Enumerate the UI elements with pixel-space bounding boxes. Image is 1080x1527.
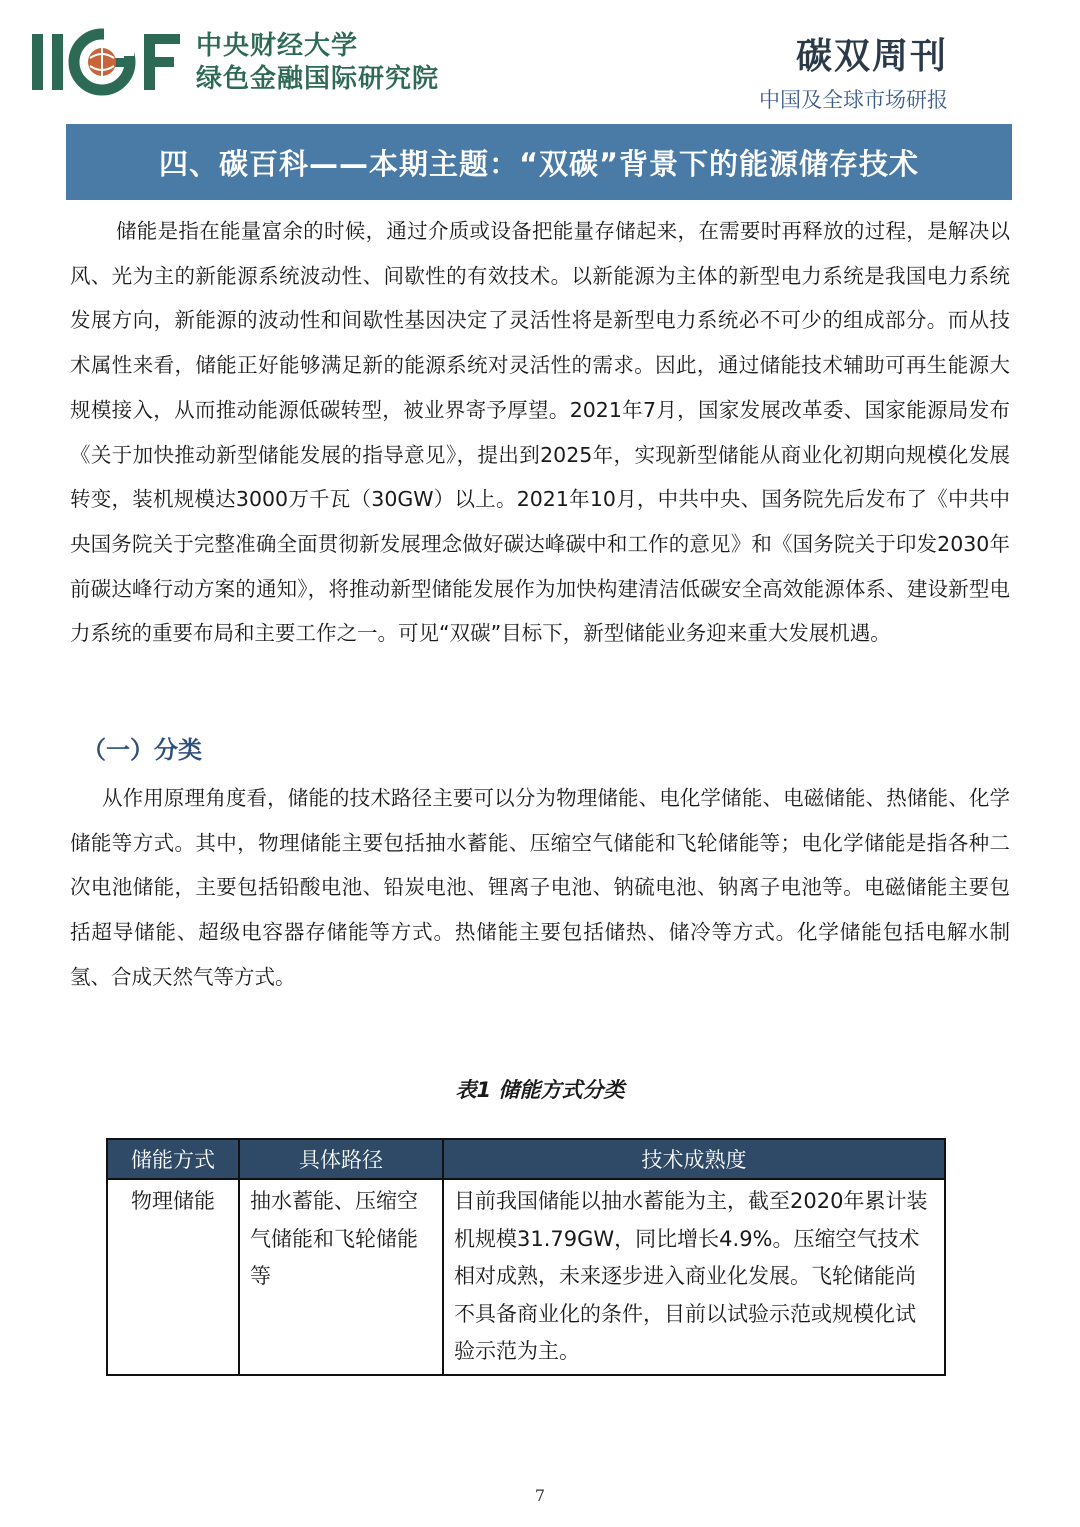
publication-subtitle: 中国及全球市场研报 [759,88,948,112]
publication-title: 碳双周刊 [795,36,948,77]
iigf-logo [32,28,182,96]
section-title-banner: 四、碳百科——本期主题：“双碳”背景下的能源储存技术 [66,124,1012,200]
header-specific-path: 具体路径 [239,1139,443,1179]
classification-paragraph: 从作用原理角度看，储能的技术路径主要可以分为物理储能、电化学储能、电磁储能、热储能、化学储能等方式。其中，物理储能主要包括抽水蓄能、压缩空气储能和飞轮储能等；电化学储能是指各种二次电池储能，主要包括铅酸电池、铅炭电池、锂离子电池、钠硫电池、钠离子电池等。电磁储能主要包括超导储能、超级电容器存储能等方式。热储能主要包括储热、储冷等方式。化学储能包括电解水制氢、合成天然气等方式。 [70,786,1010,989]
table-header-row [107,1139,945,1179]
cell-maturity: 目前我国储能以抽水蓄能为主，截至2020年累计装机规模31.79GW，同比增长4.9%。压缩空气技术相对成熟，未来逐步进入商业化发展。飞轮储能尚不具备商业化的条件，目前以试验示范或规模化试验示范为主。 [443,1179,945,1375]
cell-specific-path: 抽水蓄能、压缩空气储能和飞轮储能等 [239,1179,443,1375]
header-maturity: 技术成熟度 [443,1139,945,1179]
table-row [107,1179,945,1375]
table-caption: 表1 储能方式分类 [455,1078,625,1102]
institute-name-line1: 中央财经大学 [196,31,359,61]
page-number: 7 [534,1486,546,1505]
page-header [0,0,1080,120]
header-storage-type: 储能方式 [107,1139,239,1179]
institute-name-line2: 绿色金融国际研究院 [196,64,440,94]
subsection-heading: （一）分类 [82,736,202,764]
institute-name [196,30,439,96]
cell-storage-type: 物理储能 [107,1179,239,1375]
intro-paragraph: 储能是指在能量富余的时候，通过介质或设备把能量存储起来，在需要时再释放的过程，是解决以风、光为主的新能源系统波动性、间歇性的有效技术。以新能源为主体的新型电力系统是我国电力系统发展方向，新能源的波动性和间歇性基因决定了灵活性将是新型电力系统必不可少的组成部分。而从技术属性来看，储能正好能够满足新的能源系统对灵活性的需求。因此，通过储能技术辅助可再生能源大规模接入，从而推动能源低碳转型，被业界寄予厚望。2021年7月，国家发展改革委、国家能源局发布《关于加快推动新型储能发展的指导意见》，提出到2025年，实现新型储能从商业化初期向规模化发展转变，装机规模达3000万千瓦（30GW）以上。2021年10月，中共中央、国务院先后发布了《中共中央国务院关于完整准确全面贯彻新发展理念做好碳达峰碳中和工作的意见》和《国务院关于印发2030年前碳达峰行动方案的通知》，将推动新型储能发展作为加快构建清洁低碳安全高效能源体系、建设新型电力系统的重要布局和主要工作之一。可见“双碳”目标下，新型储能业务迎来重大发展机遇。 [70,219,1010,646]
storage-classification-table [106,1138,946,1376]
